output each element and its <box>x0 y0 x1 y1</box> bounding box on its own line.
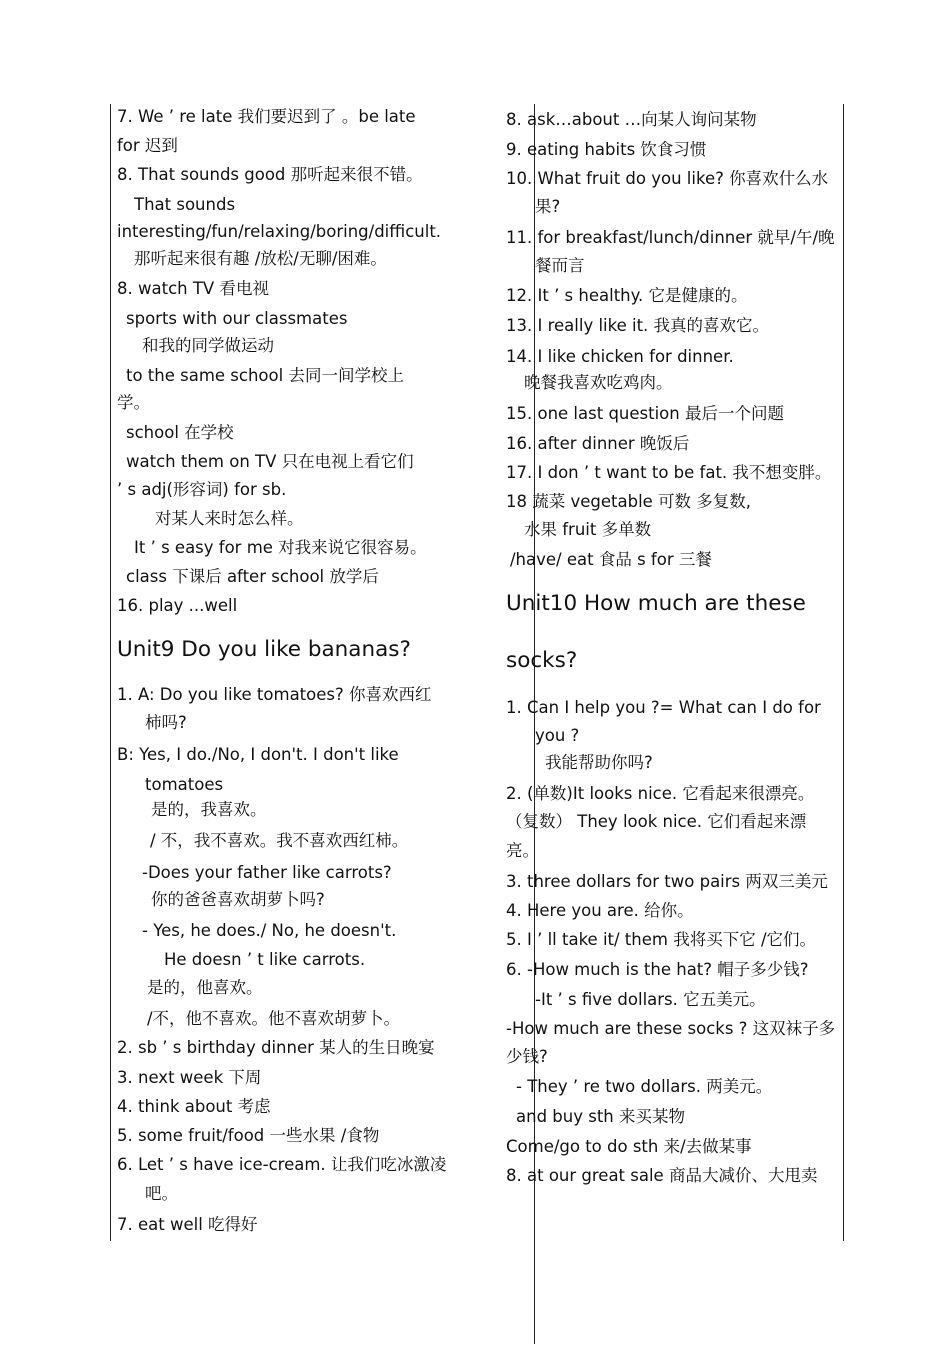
text-line: B: Yes, I do./No, I don't. I don't like <box>117 745 399 764</box>
text-line: It ’ s easy for me 对我来说它很容易。 <box>134 538 427 557</box>
text-line: 3. next week 下周 <box>117 1068 262 1087</box>
text-line: 4. Here you are. 给你。 <box>506 901 694 920</box>
text-line: 18 蔬菜 vegetable 可数 多复数, <box>506 492 752 511</box>
text-line: 我能帮助你吗? <box>545 753 653 772</box>
text-line: 5. I ’ ll take it/ them 我将买下它 /它们。 <box>506 930 817 949</box>
text-line: -It ’ s five dollars. 它五美元。 <box>535 990 766 1009</box>
text-line: interesting/fun/relaxing/boring/difficult. <box>117 222 442 241</box>
text-line: 1. Can I help you ?= What can I do for <box>506 698 821 717</box>
text-line: 晚餐我喜欢吃鸡肉。 <box>524 373 673 392</box>
text-line: Come/go to do sth 来/去做某事 <box>506 1137 752 1156</box>
text-line: 2. sb ’ s birthday dinner 某人的生日晚宴 <box>117 1038 435 1057</box>
left-column-rule <box>110 104 111 1241</box>
text-line: -Does your father like carrots? <box>142 863 392 882</box>
text-line: 6. -How much is the hat? 帽子多少钱? <box>506 960 809 979</box>
text-line: 你的爸爸喜欢胡萝卜吗? <box>151 890 325 909</box>
text-line: 是的，他喜欢。 <box>147 978 263 997</box>
text-line: - Yes, he does./ No, he doesn't. <box>142 921 397 940</box>
text-line: 学。 <box>117 393 150 412</box>
text-line: 是的，我喜欢。 <box>151 800 267 819</box>
text-line: class 下课后 after school 放学后 <box>126 567 379 586</box>
text-line: 16. after dinner 晚饭后 <box>506 434 690 453</box>
text-line: and buy sth 来买某物 <box>516 1107 685 1126</box>
text-line: ’ s adj(形容词) for sb. <box>117 480 287 499</box>
text-line: 8. That sounds good 那听起来很不错。 <box>117 165 423 184</box>
text-line: for 迟到 <box>117 136 178 155</box>
text-line: 12. It ’ s healthy. 它是健康的。 <box>506 286 748 305</box>
text-line: 8. watch TV 看电视 <box>117 279 269 298</box>
text-line: -How much are these socks ? 这双袜子多 <box>506 1019 836 1038</box>
text-line: 7. eat well 吃得好 <box>117 1215 258 1234</box>
text-line: 3. three dollars for two pairs 两双三美元 <box>506 872 828 891</box>
text-line: 少钱? <box>506 1047 548 1066</box>
text-line: you ? <box>535 726 580 745</box>
text-line: 和我的同学做运动 <box>142 336 274 355</box>
text-line: 那听起来很有趣 /放松/无聊/困难。 <box>134 249 387 268</box>
text-line: 5. some fruit/food 一些水果 /食物 <box>117 1126 380 1145</box>
text-line: 柿吗? <box>145 713 187 732</box>
text-line: to the same school 去同一间学校上 <box>126 366 404 385</box>
text-line: school 在学校 <box>126 423 234 442</box>
text-line: 10. What fruit do you like? 你喜欢什么水 <box>506 169 829 188</box>
text-line: 11. for breakfast/lunch/dinner 就早/午/晚 <box>506 228 835 247</box>
right-column-rule <box>843 104 844 1241</box>
text-line: - They ’ re two dollars. 两美元。 <box>516 1077 773 1096</box>
text-line: 13. I really like it. 我真的喜欢它。 <box>506 316 770 335</box>
text-line: 7. We ’ re late 我们要迟到了 。be late <box>117 107 416 126</box>
text-line: 对某人来时怎么样。 <box>155 509 304 528</box>
text-line: watch them on TV 只在电视上看它们 <box>126 452 414 471</box>
text-line: 8. at our great sale 商品大减价、大甩卖 <box>506 1166 818 1185</box>
text-line: 17. I don ’ t want to be fat. 我不想变胖。 <box>506 463 832 482</box>
text-line: 15. one last question 最后一个问题 <box>506 404 784 423</box>
text-line: 6. Let ’ s have ice-cream. 让我们吃冰激凌 <box>117 1155 447 1174</box>
text-line: 吧。 <box>145 1184 178 1203</box>
text-line: 水果 fruit 多单数 <box>524 520 652 539</box>
text-line: /have/ eat 食品 s for 三餐 <box>510 550 712 569</box>
text-line: sports with our classmates <box>126 309 348 328</box>
text-line: 2. (单数)It looks nice. 它看起来很漂亮。 <box>506 784 815 803</box>
text-line: He doesn ’ t like carrots. <box>164 950 366 969</box>
text-line: 餐而言 <box>535 256 585 275</box>
text-line: 亮。 <box>506 841 539 860</box>
text-line: 果? <box>535 197 561 216</box>
text-line: 14. I like chicken for dinner. <box>506 347 734 366</box>
text-line: tomatoes <box>145 775 224 794</box>
text-line: 4. think about 考虑 <box>117 1097 271 1116</box>
text-line: /不，他不喜欢。他不喜欢胡萝卜。 <box>147 1009 401 1028</box>
text-line: 9. eating habits 饮食习惯 <box>506 140 707 159</box>
text-line: That sounds <box>134 195 236 214</box>
unit9-heading: Unit9 Do you like bananas? <box>117 637 411 662</box>
unit10-heading-cont: socks? <box>506 648 578 673</box>
text-line: 1. A: Do you like tomatoes? 你喜欢西红 <box>117 685 432 704</box>
text-line: 16. play ...well <box>117 596 238 615</box>
text-line: （复数） They look nice. 它们看起来漂 <box>506 812 807 831</box>
text-line: 8. ask…about …向某人询问某物 <box>506 110 757 129</box>
unit10-heading: Unit10 How much are these <box>506 591 806 616</box>
text-line: / 不，我不喜欢。我不喜欢西红柿。 <box>150 831 409 850</box>
